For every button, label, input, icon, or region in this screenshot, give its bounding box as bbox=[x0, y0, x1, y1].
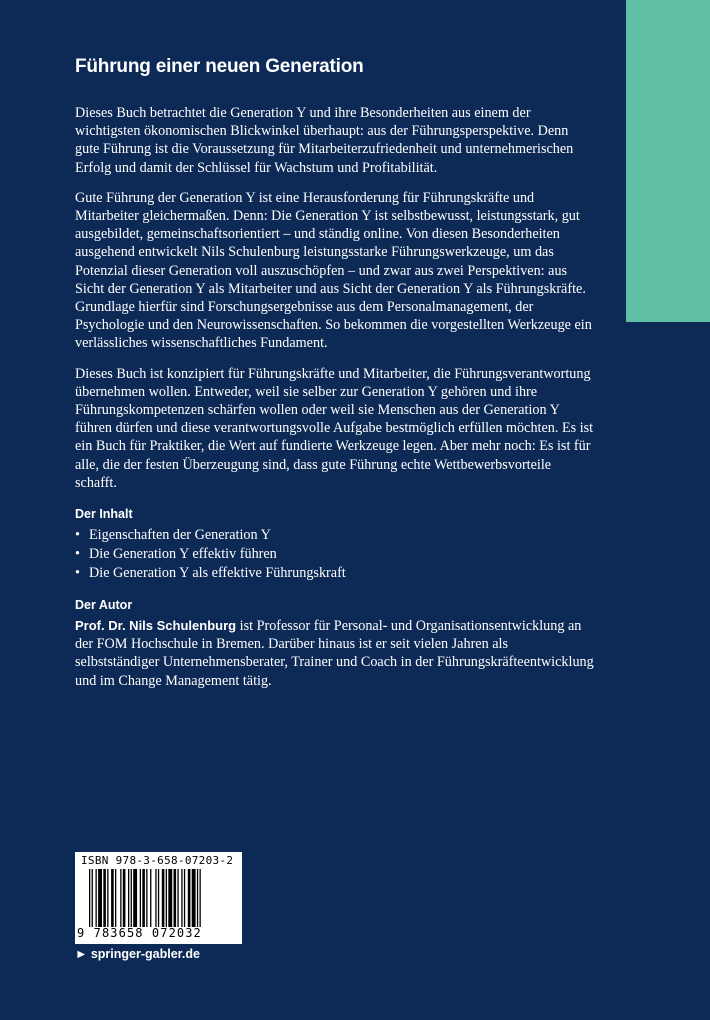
list-item: • Eigenschaften der Generation Y bbox=[75, 526, 595, 545]
list-item: • Die Generation Y als effektive Führungskraft bbox=[75, 564, 595, 583]
author-bio bbox=[75, 617, 595, 690]
contents-heading: Der Inhalt bbox=[75, 507, 133, 522]
paragraph-audience: Dieses Buch ist konzipiert für Führungskräfte und Mitarbeiter, die Führungsverantwortung übernehmen wollen. Entweder, weil sie selber zur Generation Y gehören und ihre Führungskompetenzen schärfen wollen oder weil sie Menschen aus der Generation Y führen dürfen und diese verantwortungsvolle Aufgabe bestmöglich erfüllen möchten. Es ist ein Buch für Praktiker, die Wert auf fundierte Werkzeuge legen. Aber mehr noch: Es ist für alle, die der festen Überzeugung sind, dass gute Führung echte Wettbewerbsvorteile schafft. bbox=[75, 365, 594, 491]
accent-bar bbox=[626, 0, 710, 322]
website-link[interactable]: ► springer-gabler.de bbox=[75, 947, 200, 961]
contents-list bbox=[75, 526, 595, 583]
paragraph-leadership: Gute Führung der Generation Y ist eine Herausforderung für Führungskräfte und Mitarbeiter gleichermaßen. Denn: Die Generation Y ist selbstbewusst, leistungsstark, gut ausgebildet, gemeinschaftsorientiert – und ständig online. Von diesen Besonderheiten ausgehend entwickelt Nils Schulenburg leistungsstarke Führungswerkzeuge, um das Potenzial dieser Generation voll auszuschöpfen – und zwar aus zwei Perspektiven: aus Sicht der Generation Y als Mitarbeiter und aus Sicht der Generation Y als Führungskräfte. Grundlage hierfür sind Forschungsergebnisse aus dem Personalmanagement, der Psychologie und den Neurowissenschaften. So bekommen die vorgestellten Werkzeuge ein verlässliches wissenschaftliches Fundament. bbox=[75, 189, 592, 352]
isbn-barcode bbox=[75, 852, 242, 944]
back-cover-text bbox=[75, 56, 595, 702]
author-bio-text: ist Professor für Personal- und Organisationsentwicklung an der FOM Hochschule in Bremen. Darüber hinaus ist er seit vielen Jahren als selbstständiger Unternehmensberater, Trainer und Coach in der Führungskräfteentwicklung und im Change Management tätig. bbox=[75, 618, 594, 689]
book-title: Führung einer neuen Generation bbox=[75, 56, 364, 77]
barcode-bars bbox=[89, 869, 239, 927]
author-name: Prof. Dr. Nils Schulenburg bbox=[75, 618, 237, 634]
isbn-number: ISBN 978-3-658-07203-2 bbox=[81, 854, 234, 867]
list-item: • Die Generation Y effektiv führen bbox=[75, 545, 595, 564]
author-heading: Der Autor bbox=[75, 598, 133, 613]
paragraph-intro: Dieses Buch betrachtet die Generation Y und ihre Besonderheiten aus einem der wichtigsten ökonomischen Blickwinkel überhaupt: aus der Führungsperspektive. Denn gute Führung ist die Voraussetzung für Mitarbeiterzufriedenheit und unternehmerischen Erfolg und damit der Schlüssel für Wachstum und Profitabilität. bbox=[75, 105, 574, 176]
ean-digits: 9 783658 072032 bbox=[77, 926, 202, 940]
